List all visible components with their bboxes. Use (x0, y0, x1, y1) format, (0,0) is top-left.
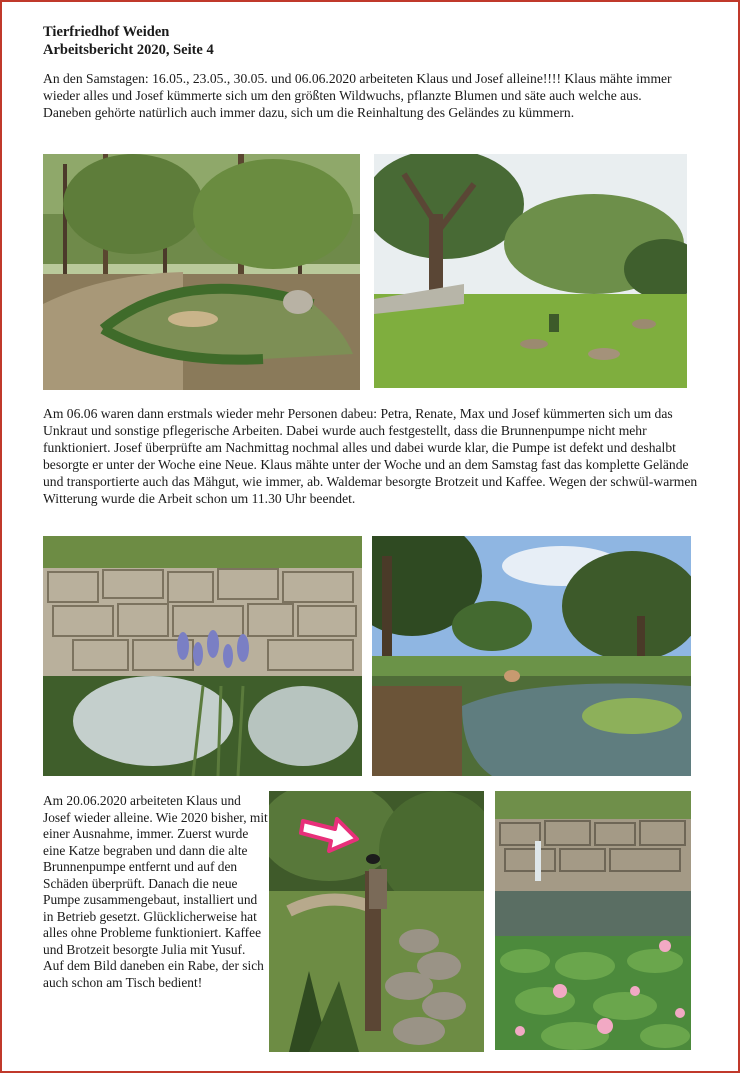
report-header (43, 23, 214, 59)
paragraph-may-saturdays: An den Samstagen: 16.05., 23.05., 30.05. und 06.06.2020 arbeiteten Klaus und Josef alleine!!!! Klaus mähte immer wieder alles und Josef kümmerte sich um den größten Wildwuchs, pflanzte Blumen und säte auch welche aus. Daneben gehörte natürlich auch immer dazu, sich um die Reinhaltung des Geländes zu kümmern. (43, 71, 672, 120)
photo-raven-garden (269, 791, 484, 1052)
pink-arrow-icon (299, 815, 361, 855)
photo-water-lilies (495, 791, 691, 1050)
photo-garden-path (43, 154, 360, 390)
photo-pond (372, 536, 691, 776)
photo-stone-wall (43, 536, 362, 776)
header-title: Tierfriedhof Weiden (43, 24, 170, 40)
paragraph-june-twentieth: Am 20.06.2020 arbeiteten Klaus und Josef wieder alleine. Wie 2020 bisher, mit einer Ausnahme, immer. Zuerst wurde eine Katze begraben und dann die alte Brunnenpumpe entfernt und auf den Schäden überprüft. Danach die neue Pumpe zusammengebaut, installiert und in Betrieb gesetzt. Glücklicherweise hat alles ohne Probleme funktioniert. Kaffee und Brotzeit besorgte Julia mit Yusuf. Auf dem Bild daneben ein Rabe, der sich auch schon am Tisch bedient! (43, 793, 268, 990)
paragraph-june-sixth: Am 06.06 waren dann erstmals wieder mehr Personen dabeu: Petra, Renate, Max und Josef kümmerten sich um das Unkraut und sonstige pflegerische Arbeiten. Dabei wurde auch festgestellt, dass die Brunnenpumpe nicht mehr funktioniert. Josef überprüfte am Nachmittag nochmal alles und dabei wurde klar, die Pumpe ist defekt und deshalbt besorgte er unter der Woche eine Neue. Klaus mähte unter der Woche und an dem Samstag fast das komplette Gelände und transportierte auch das Mähgut, wie immer, ab. Waldemar besorgte Brotzeit und Kaffee. Wegen der schwül-warmen Witterung wurde die Arbeit schon um 11.30 Uhr beendet. (43, 406, 698, 506)
header-subtitle: Arbeitsbericht 2020, Seite 4 (43, 42, 214, 58)
photo-lawn-tree (374, 154, 687, 388)
